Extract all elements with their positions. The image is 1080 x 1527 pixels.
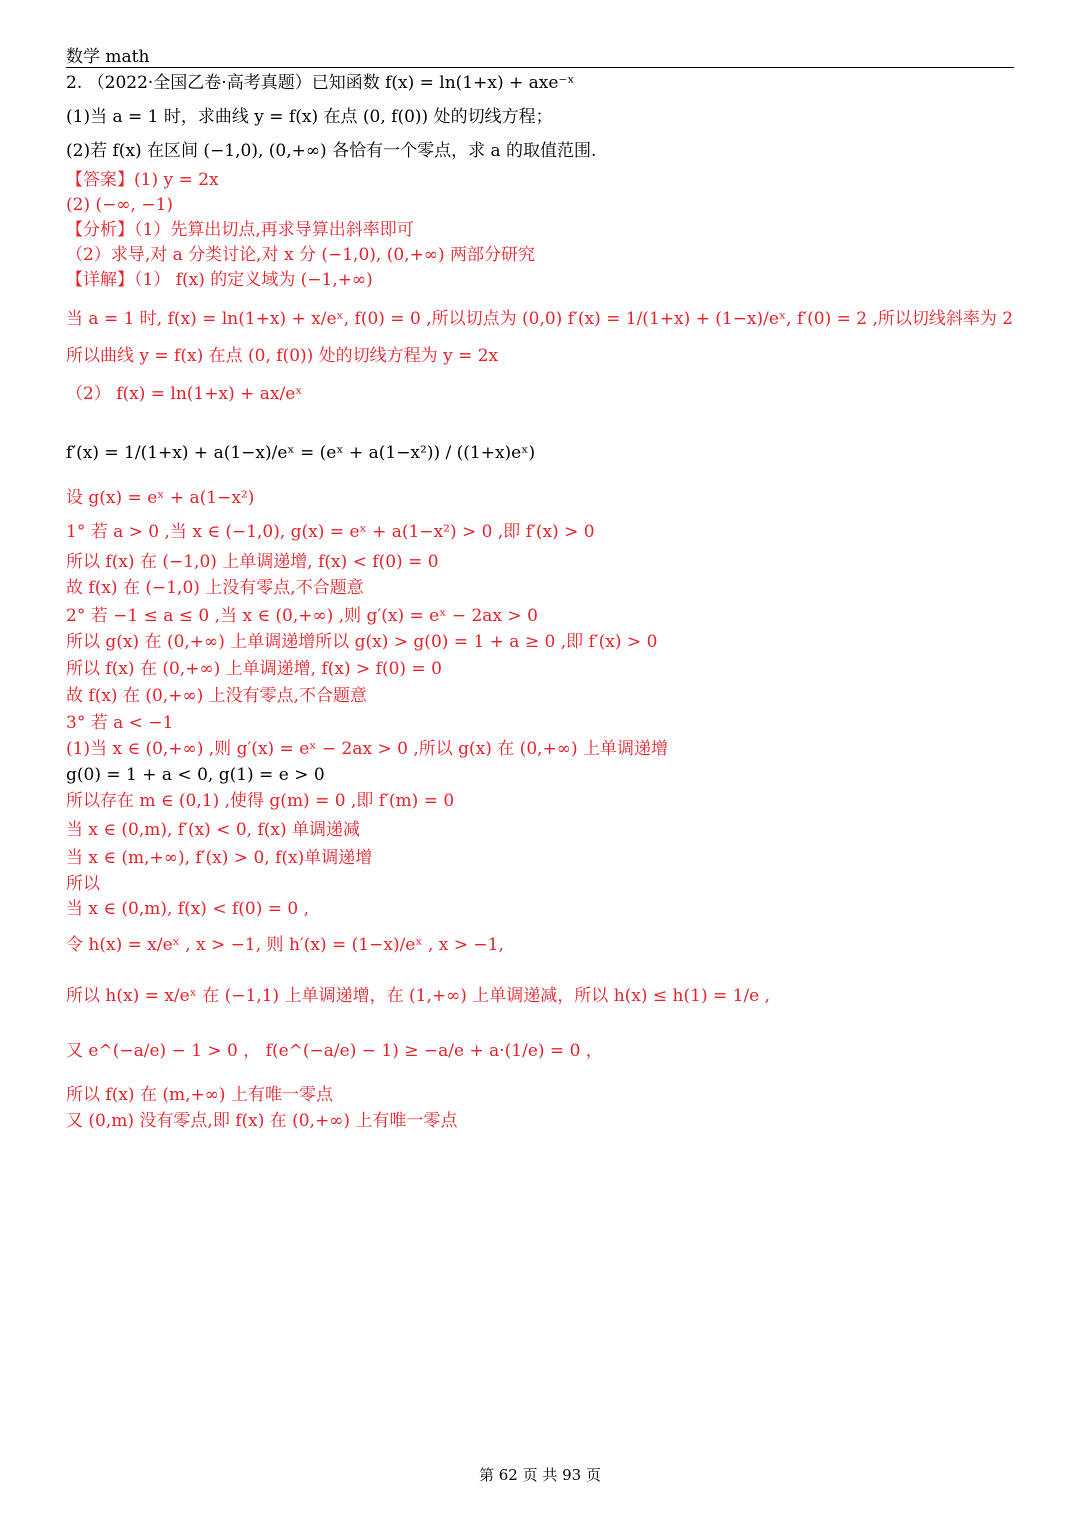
text-line: (1)当 a = 1 时，求曲线 y = f(x) 在点 (0, f(0)) 处的切线方程；: [66, 107, 553, 127]
header-divider: [66, 67, 1014, 68]
page-footer: 第 62 页 共 93 页: [478, 1466, 601, 1484]
text-line: f′(x) = 1/(1+x) + a(1−x)/eˣ = (eˣ + a(1−x²)) / ((1+x)eˣ): [66, 443, 536, 463]
text-line: 当 a = 1 时, f(x) = ln(1+x) + x/eˣ, f(0) = 0 ,所以切点为 (0,0) f′(x) = 1/(1+x) + (1−x)/eˣ, f′(0) = 2 ,所以切线斜率为 2: [66, 309, 1014, 329]
text-line: 所以 h(x) = x/eˣ 在 (−1,1) 上单调递增，在 (1,+∞) 上单调递减，所以 h(x) ≤ h(1) = 1/e ,: [66, 986, 771, 1006]
text-line: 所以 f(x) 在 (0,+∞) 上单调递增, f(x) > f(0) = 0: [66, 659, 442, 679]
text-line: 1° 若 a > 0 ,当 x ∈ (−1,0), g(x) = eˣ + a(1−x²) > 0 ,即 f′(x) > 0: [66, 522, 595, 542]
text-line: 2° 若 −1 ≤ a ≤ 0 ,当 x ∈ (0,+∞) ,则 g′(x) = eˣ − 2ax > 0: [66, 606, 538, 626]
text-line: 所以曲线 y = f(x) 在点 (0, f(0)) 处的切线方程为 y = 2x: [66, 346, 499, 366]
text-line: g(0) = 1 + a < 0, g(1) = e > 0: [66, 765, 325, 785]
text-line: （2）求导,对 a 分类讨论,对 x 分 (−1,0), (0,+∞) 两部分研究: [66, 245, 536, 265]
text-line: 所以 f(x) 在 (m,+∞) 上有唯一零点: [66, 1085, 333, 1105]
text-line: 2. （2022·全国乙卷·高考真题）已知函数 f(x) = ln(1+x) + axe⁻ˣ: [66, 73, 575, 93]
text-line: 设 g(x) = eˣ + a(1−x²): [66, 488, 255, 508]
text-line: (1)当 x ∈ (0,+∞) ,则 g′(x) = eˣ − 2ax > 0 ,所以 g(x) 在 (0,+∞) 上单调递增: [66, 739, 668, 759]
text-line: 【答案】(1) y = 2x: [66, 170, 219, 190]
text-line: (2)若 f(x) 在区间 (−1,0), (0,+∞) 各恰有一个零点，求 a 的取值范围.: [66, 141, 597, 161]
text-line: （2） f(x) = ln(1+x) + ax/eˣ: [66, 384, 303, 404]
text-line: 所以: [66, 874, 100, 894]
page-header: 数学 math: [66, 47, 150, 67]
text-line: 所以存在 m ∈ (0,1) ,使得 g(m) = 0 ,即 f′(m) = 0: [66, 791, 455, 811]
text-line: 【分析】（1）先算出切点,再求导算出斜率即可: [66, 220, 414, 240]
text-line: 令 h(x) = x/eˣ , x > −1, 则 h′(x) = (1−x)/eˣ , x > −1,: [66, 935, 504, 955]
text-line: 3° 若 a < −1: [66, 713, 174, 733]
text-line: 又 (0,m) 没有零点,即 f(x) 在 (0,+∞) 上有唯一零点: [66, 1111, 458, 1131]
text-line: 所以 f(x) 在 (−1,0) 上单调递增, f(x) < f(0) = 0: [66, 552, 439, 572]
text-line: 【详解】（1） f(x) 的定义域为 (−1,+∞): [66, 270, 373, 290]
text-line: 当 x ∈ (0,m), f′(x) < 0, f(x) 单调递减: [66, 820, 361, 840]
text-line: (2) (−∞, −1): [66, 195, 174, 215]
text-line: 又 e^(−a/e) − 1 > 0 ， f(e^(−a/e) − 1) ≥ −a/e + a·(1/e) = 0 ，: [66, 1041, 603, 1061]
text-line: 故 f(x) 在 (−1,0) 上没有零点,不合题意: [66, 578, 364, 598]
text-line: 当 x ∈ (0,m), f(x) < f(0) = 0 ,: [66, 899, 310, 919]
text-line: 故 f(x) 在 (0,+∞) 上没有零点,不合题意: [66, 686, 368, 706]
text-line: 所以 g(x) 在 (0,+∞) 上单调递增所以 g(x) > g(0) = 1 + a ≥ 0 ,即 f′(x) > 0: [66, 632, 658, 652]
text-line: 当 x ∈ (m,+∞), f′(x) > 0, f(x)单调递增: [66, 848, 373, 868]
